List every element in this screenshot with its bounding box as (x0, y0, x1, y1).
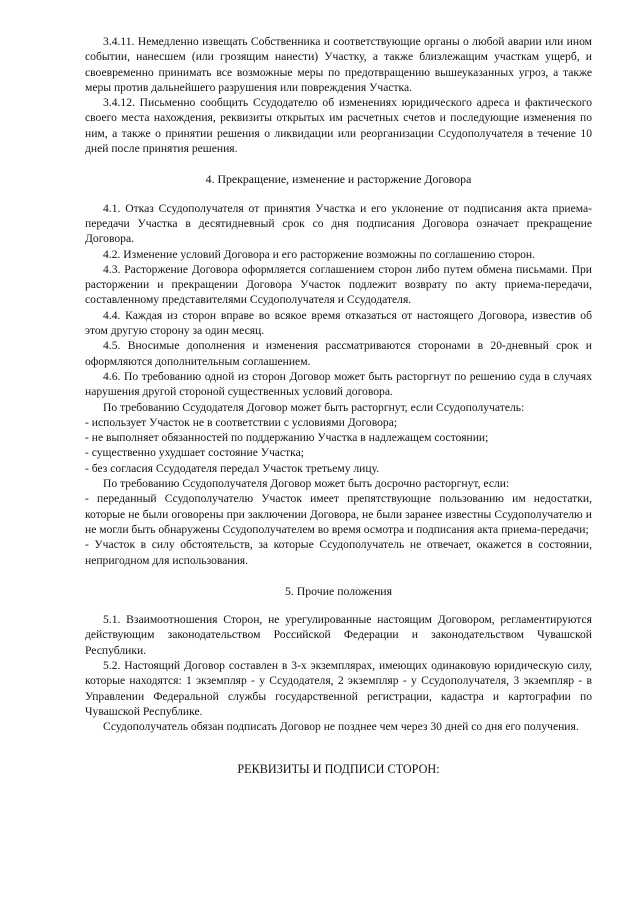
section-5-heading: 5. Прочие положения (284, 583, 393, 598)
lender-condition-item: - не выполняет обязанностей по поддержанию Участка в надлежащем состоянии; (85, 431, 489, 445)
clause-5-2: 5.2. Настоящий Договор составлен в 3-х экземплярах, имеющих одинаковую юридическую силу, которые находятся: 1 экземпляр - у Ссудодателя, 2 экземпляр - у Ссудополучателя, 3 экземпляр - в Управлении Федеральной службы государственной регистрации, кадастра и картографии по Чувашской Республике. (85, 658, 592, 718)
lender-condition-item: - использует Участок не в соответствии с условиями Договора; (85, 415, 398, 429)
clause-4-2: 4.2. Изменение условий Договора и его расторжение возможны по соглашению сторон. (103, 247, 536, 261)
lender-termination-intro: По требованию Ссудодателя Договор может быть расторгнут, если Ссудополучатель: (103, 400, 525, 414)
clause-4-3: 4.3. Расторжение Договора оформляется соглашением сторон либо путем обмена письмами. При расторжении и прекращении Договора Участок подлежит возврату по акту приема-передачи, составленному представителями Ссудополучателя и Ссудодателя. (85, 262, 592, 307)
lender-condition-item: - без согласия Ссудодателя передал Участок третьему лицу. (85, 461, 380, 475)
clause-3-4-12: 3.4.12. Письменно сообщить Ссудодателю об изменениях юридического адреса и фактического своего места нахождения, реквизиты открытых им расчетных счетов и последующие изменения по ним, а также о принятии решения о ликвидации или реорганизации Ссудополучателя в течение 10 дней после принятия решения. (85, 96, 592, 156)
clause-3-4-11: 3.4.11. Немедленно извещать Собственника и соответствующие органы о любой аварии или ином событии, нанесшем (или грозящим нанести) Участку, а также близлежащим участкам ущерб, и своевременно принимать все возможные меры по предотвращению вышеуказанных угроз, а также меры против дальнейшего разрушения или повреждения Участка. (85, 35, 592, 94)
clause-4-5: 4.5. Вносимые дополнения и изменения рассматриваются сторонами в 20-дневный срок и оформляются дополнительным соглашением. (85, 339, 592, 368)
clause-5-1: 5.1. Взаимоотношения Сторон, не урегулированные настоящим Договором, регламентируются действующим законодательством Российской Федерации и законодательством Чувашской Республики. (85, 613, 592, 657)
clause-4-6: 4.6. По требованию одной из сторон Договор может быть расторгнут по решению суда в случаях нарушения другой стороной существенных условий договора. (85, 369, 592, 399)
borrower-condition-item: - Участок в силу обстоятельств, за которые Ссудополучатель не отвечает, окажется в состоянии, непригодном для использования. (85, 538, 592, 567)
clause-4-4: 4.4. Каждая из сторон вправе во всякое время отказаться от настоящего Договора, известив об этом другую сторону за один месяц. (85, 308, 592, 338)
clause-4-1: 4.1. Отказ Ссудополучателя от принятия Участка и его уклонение от подписания акта приема-передачи Участка в десятидневный срок со дня подписания Договора означает прекращение Договора. (85, 201, 592, 246)
borrower-condition-item: - переданный Ссудополучателю Участок имеет препятствующие пользованию им недостатки, которые не были оговорены при заключении Договора, не были заранее известны Ссудополучателю и не могли быть обнаружены Ссудополучателем во время осмотра и подписания акта приема-передачи; (85, 492, 592, 536)
signatures-heading: РЕКВИЗИТЫ И ПОДПИСИ СТОРОН: (237, 762, 440, 777)
borrower-termination-intro: По требованию Ссудополучателя Договор может быть досрочно расторгнут, если: (103, 477, 510, 491)
lender-condition-item: - существенно ухудшает состояние Участка; (85, 446, 304, 460)
section-4-heading: 4. Прекращение, изменение и расторжение Договора (205, 172, 472, 187)
signing-deadline-clause: Ссудополучатель обязан подписать Договор не позднее чем через 30 дней со дня его получения. (103, 720, 579, 734)
